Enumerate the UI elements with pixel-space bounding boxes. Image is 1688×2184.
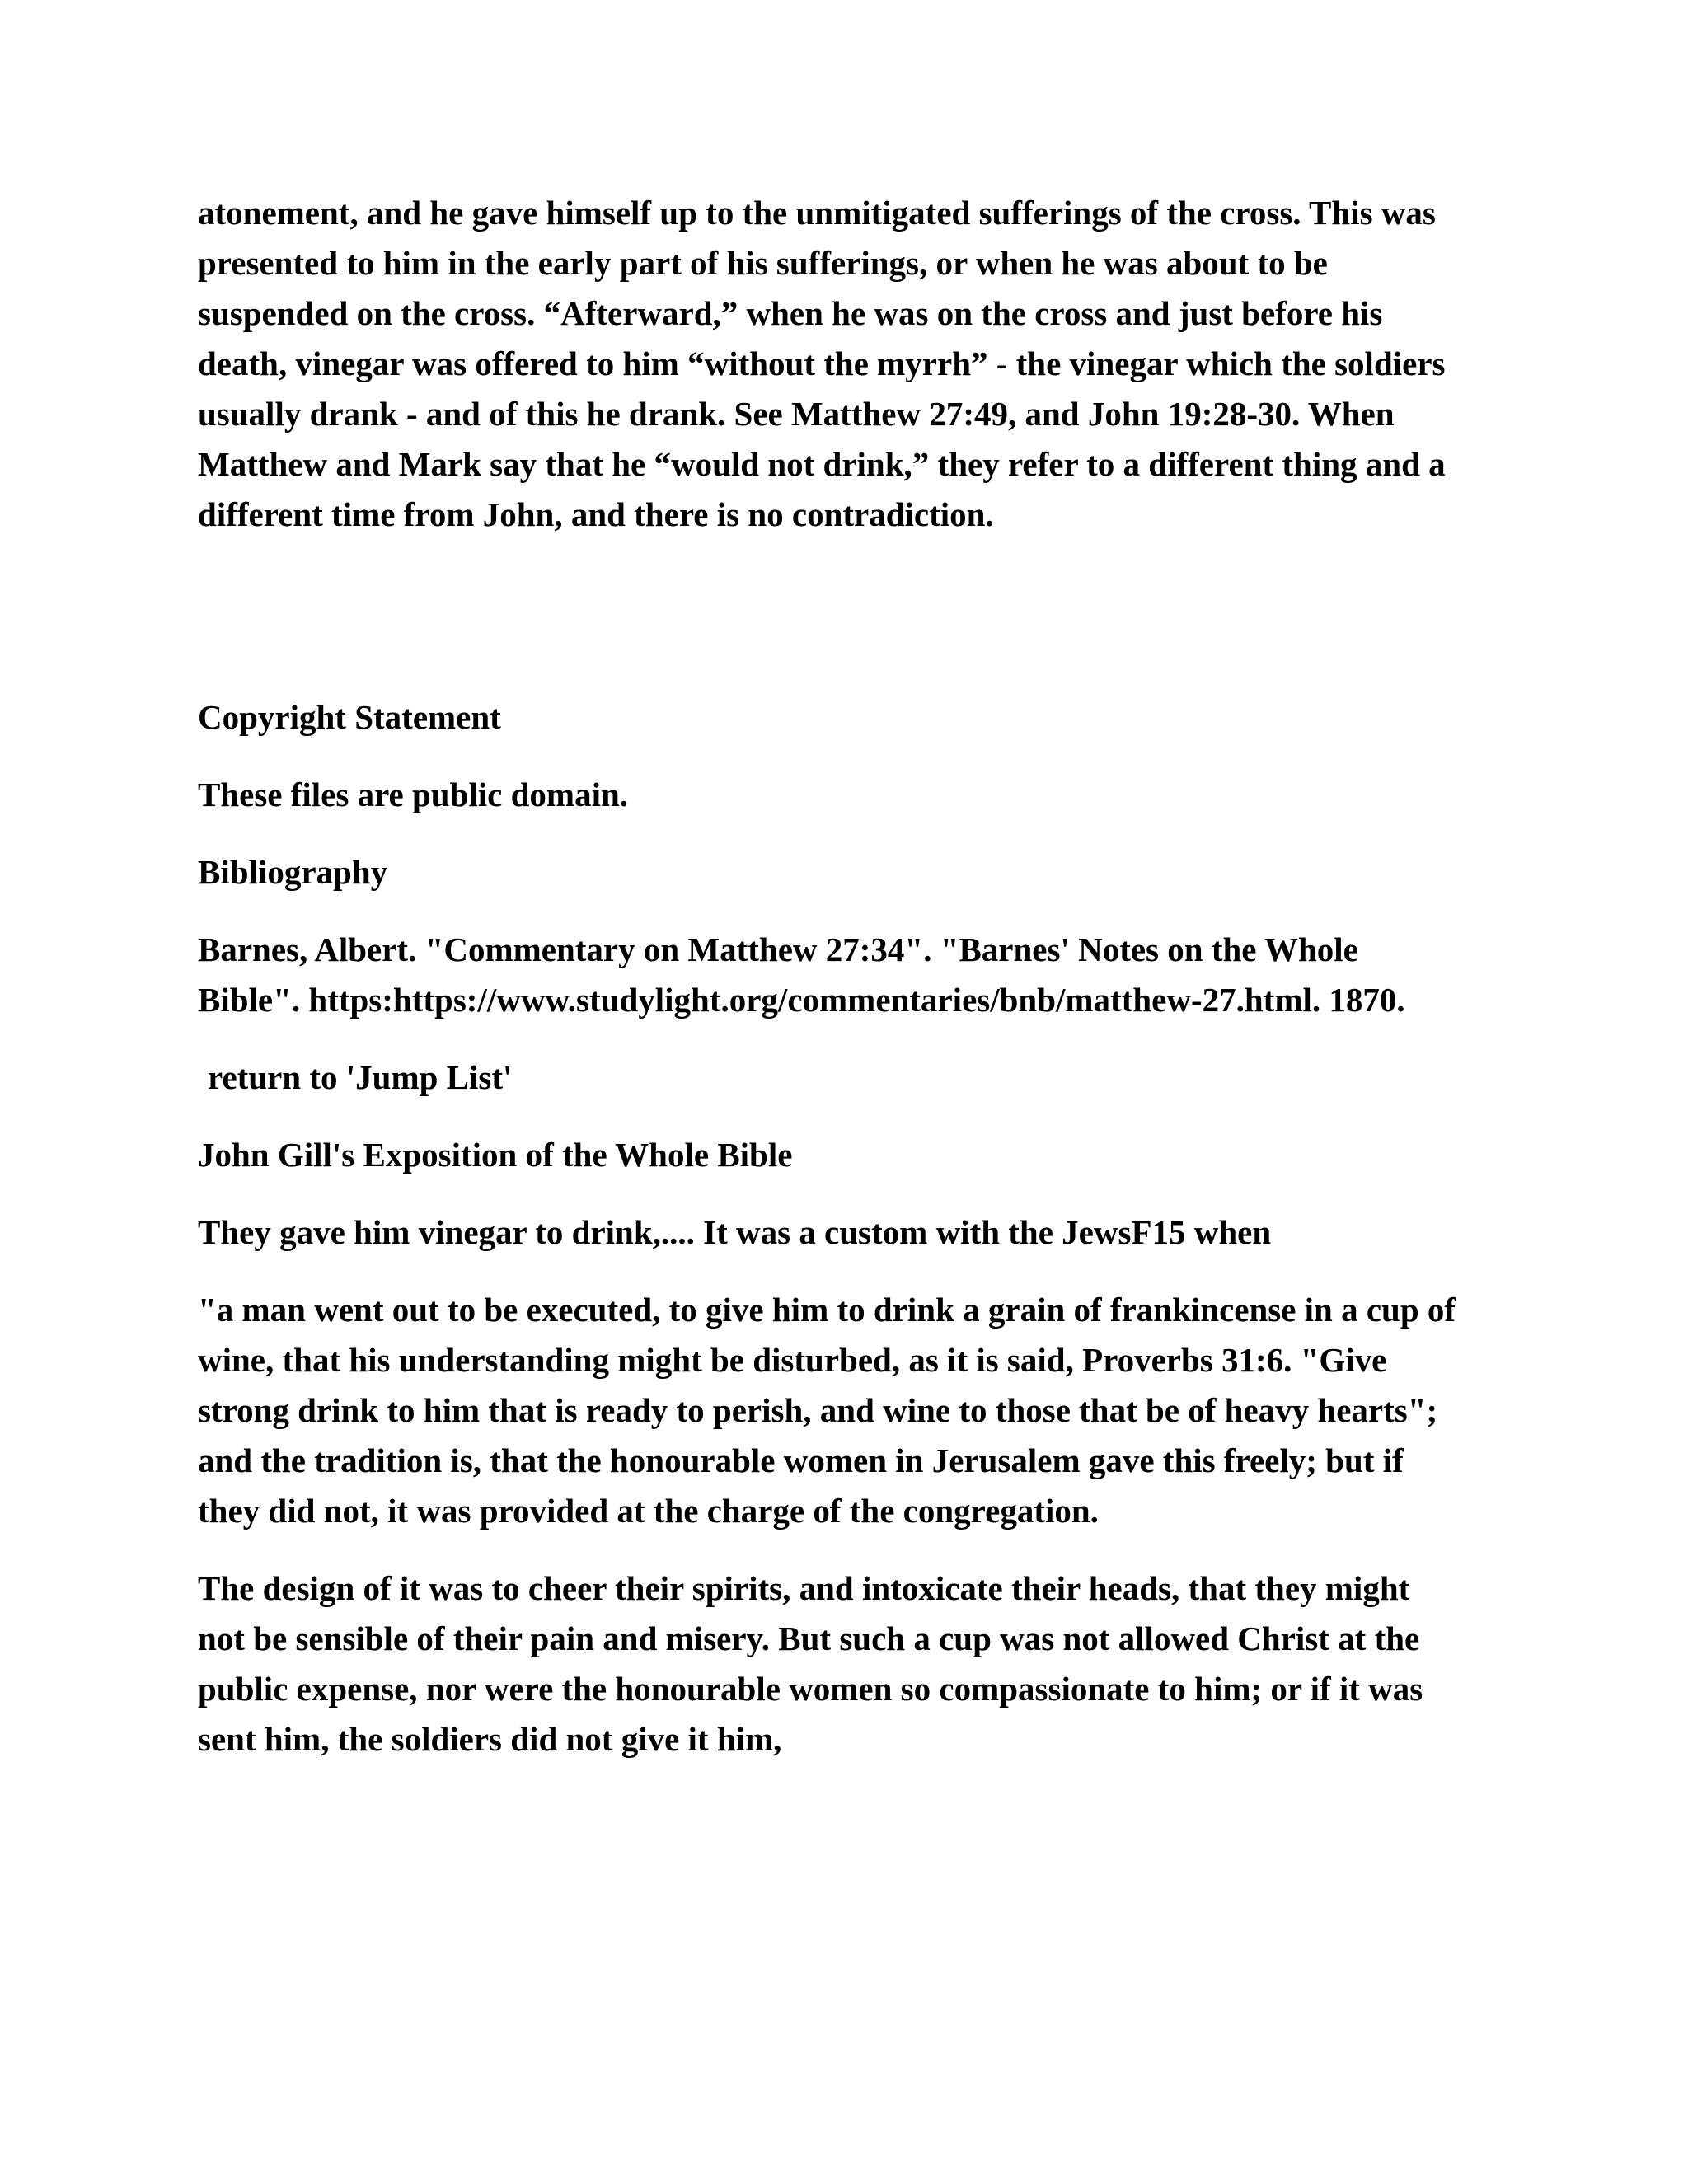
gill-intro: They gave him vinegar to drink,.... It was a custom with the JewsF15 when [198, 1213, 1272, 1251]
jump-list-link[interactable]: return to 'Jump List' [208, 1058, 513, 1096]
document-page [198, 188, 1459, 1765]
bibliography-citation: Barnes, Albert. "Commentary on Matthew 27:34". "Barnes' Notes on the Whole Bible". https:https://www.studylight.org/commentaries/bnb/matthew-27.html. 1870. [198, 930, 1405, 1019]
gill-paragraph: The design of it was to cheer their spirits, and intoxicate their heads, that they might not be sensible of their pain and misery. But such a cup was not allowed Christ at the public expense, nor were the honourable women so compassionate to him; or if it was sent him, the soldiers did not give it him, [198, 1569, 1423, 1758]
copyright-text: These files are public domain. [198, 776, 629, 813]
barnes-commentary-paragraph: atonement, and he gave himself up to the unmitigated sufferings of the cross. This was presented to him in the early part of his sufferings, or when he was about to be suspended on the cross. “Afterward,” when he was on the cross and just before his death, vinegar was offered to him “without the myrrh” - the vinegar which the soldiers usually drank - and of this he drank. See Matthew 27:49, and John 19:28-30. When Matthew and Mark say that he “would not drink,” they refer to a different thing and a different time from John, and there is no contradiction. [198, 194, 1446, 533]
gill-heading: John Gill's Exposition of the Whole Bible [198, 1136, 793, 1174]
bibliography-heading: Bibliography [198, 853, 388, 891]
copyright-heading: Copyright Statement [198, 698, 501, 736]
gill-quote: "a man went out to be executed, to give him to drink a grain of frankincense in a cup of wine, that his understanding might be disturbed, as it is said, Proverbs 31:6. "Give strong drink to him that is ready to perish, and wine to those that be of heavy hearts"; and the tradition is, that the honourable women in Jerusalem gave this freely; but if they did not, it was provided at the charge of the congregation. [198, 1291, 1456, 1530]
